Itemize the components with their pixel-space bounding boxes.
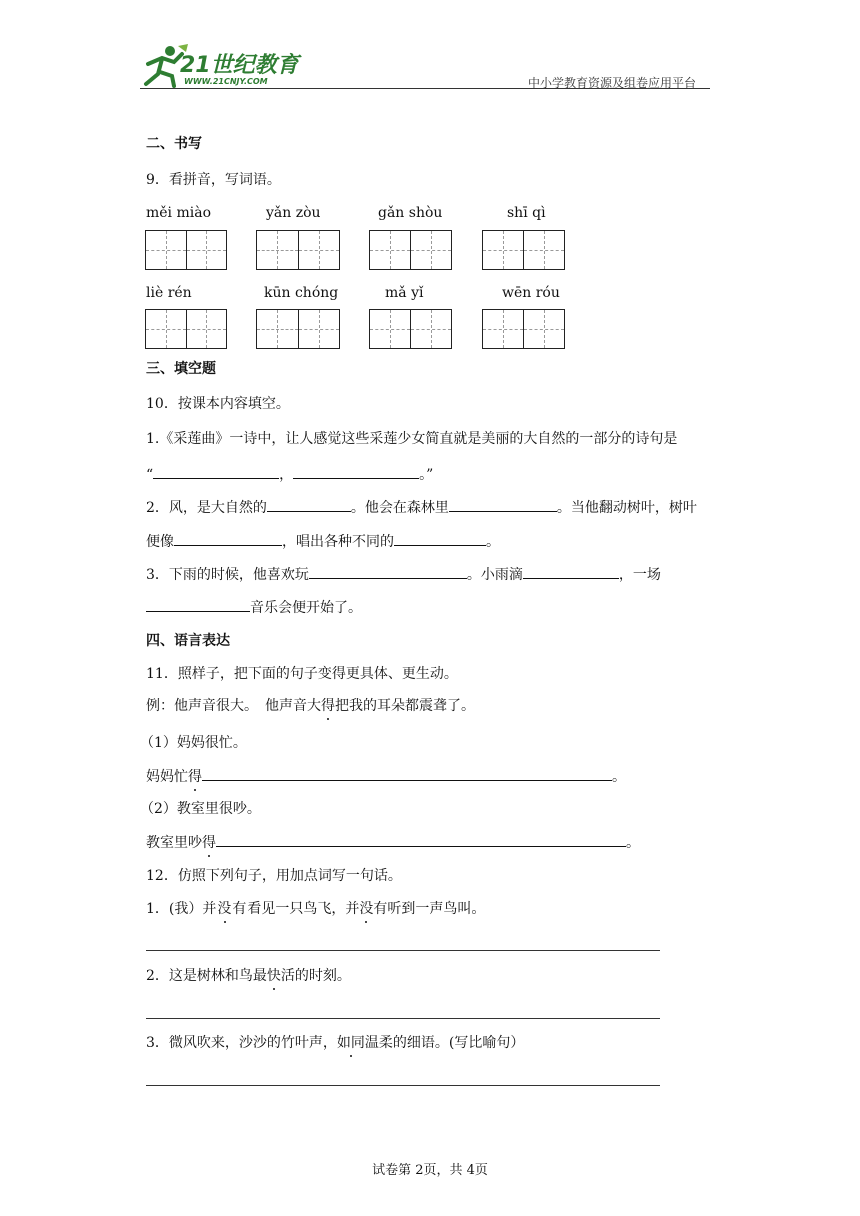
pinyin-label: wēn róu [502,285,560,301]
pinyin-label: liè rén [146,285,192,301]
q12-sentence-3: 3．微风吹来，沙沙的竹叶声，如同温柔的细语。(写比喻句） [146,1035,525,1051]
pinyin-label: měi miào [146,205,212,221]
q10-line-1b: “ ， 。” [146,464,433,485]
logo-url: WWW.21CNJY.COM [184,77,268,86]
answer-blank[interactable] [174,531,282,546]
writing-grid[interactable] [145,230,227,270]
q10-line-3a: 3．下雨的时候，他喜欢玩 。小雨滴 ，一场 [146,564,661,585]
question-10: 10．按课本内容填空。 [146,396,290,412]
q10-line-3b: 音乐会便开始了。 [146,597,362,618]
question-12: 12．仿照下列句子，用加点词写一句话。 [146,868,402,884]
writing-grid[interactable] [256,309,340,349]
section-title-fill-blank: 三、填空题 [146,361,216,377]
sentence-1-label: （1）妈妈很忙。 [140,735,247,751]
page-number: 试卷第 2页，共 4页 [372,1163,488,1178]
answer-line[interactable] [146,950,660,951]
q10-line-2a: 2．风，是大自然的 。他会在森林里 。当他翻动树叶，树叶 [146,497,697,518]
answer-line[interactable] [146,1018,660,1019]
question-11: 11．照样子，把下面的句子变得更具体、更生动。 [146,666,458,682]
writing-grid[interactable] [145,309,227,349]
answer-blank[interactable] [394,531,486,546]
sentence-2-answer: 教室里吵得 。 [146,832,640,853]
answer-blank[interactable] [309,564,467,579]
example-sentence: 例：他声音很大。 他声音大得把我的耳朵都震聋了。 [146,698,475,714]
q10-line-1a: 1.《采莲曲》一诗中，让人感觉这些采莲少女简直就是美丽的大自然的一部分的诗句是 [146,431,678,447]
answer-blank[interactable] [146,597,250,612]
answer-line[interactable] [146,1085,660,1086]
answer-blank[interactable] [523,564,619,579]
pinyin-label: shī qì [507,205,546,221]
writing-grid[interactable] [256,230,340,270]
q10-line-2b: 便像 ，唱出各种不同的 。 [146,531,500,552]
answer-blank[interactable] [153,464,279,479]
platform-name: 中小学教育资源及组卷应用平台 [528,76,697,90]
logo-text: 21世纪教育 [180,53,299,78]
header-logo [140,42,310,90]
question-9: 9．看拼音，写词语。 [146,172,281,188]
sentence-2-label: （2）教室里很吵。 [140,801,261,817]
answer-blank[interactable] [216,832,626,847]
sentence-1-answer: 妈妈忙得 。 [146,766,626,787]
answer-blank[interactable] [267,497,351,512]
answer-blank[interactable] [449,497,557,512]
section-title-expression: 四、语言表达 [146,633,230,649]
answer-blank[interactable] [202,766,264,781]
header-rule [140,88,710,89]
pinyin-label: gǎn shòu [378,205,443,221]
writing-grid[interactable] [369,230,452,270]
writing-grid[interactable] [482,230,565,270]
pinyin-label: yǎn zòu [266,205,321,221]
answer-blank[interactable] [264,766,612,781]
pinyin-label: mǎ yǐ [385,285,424,301]
writing-grid[interactable] [369,309,452,349]
answer-blank[interactable] [293,464,419,479]
section-title-writing: 二、书写 [146,136,202,152]
q12-sentence-1: 1．(我）并没有看见一只鸟飞，并没有听到一声鸟叫。 [146,901,486,917]
q12-sentence-2: 2．这是树林和鸟最快活的时刻。 [146,968,351,984]
writing-grid[interactable] [482,309,565,349]
pinyin-label: kūn chóng [264,285,339,301]
